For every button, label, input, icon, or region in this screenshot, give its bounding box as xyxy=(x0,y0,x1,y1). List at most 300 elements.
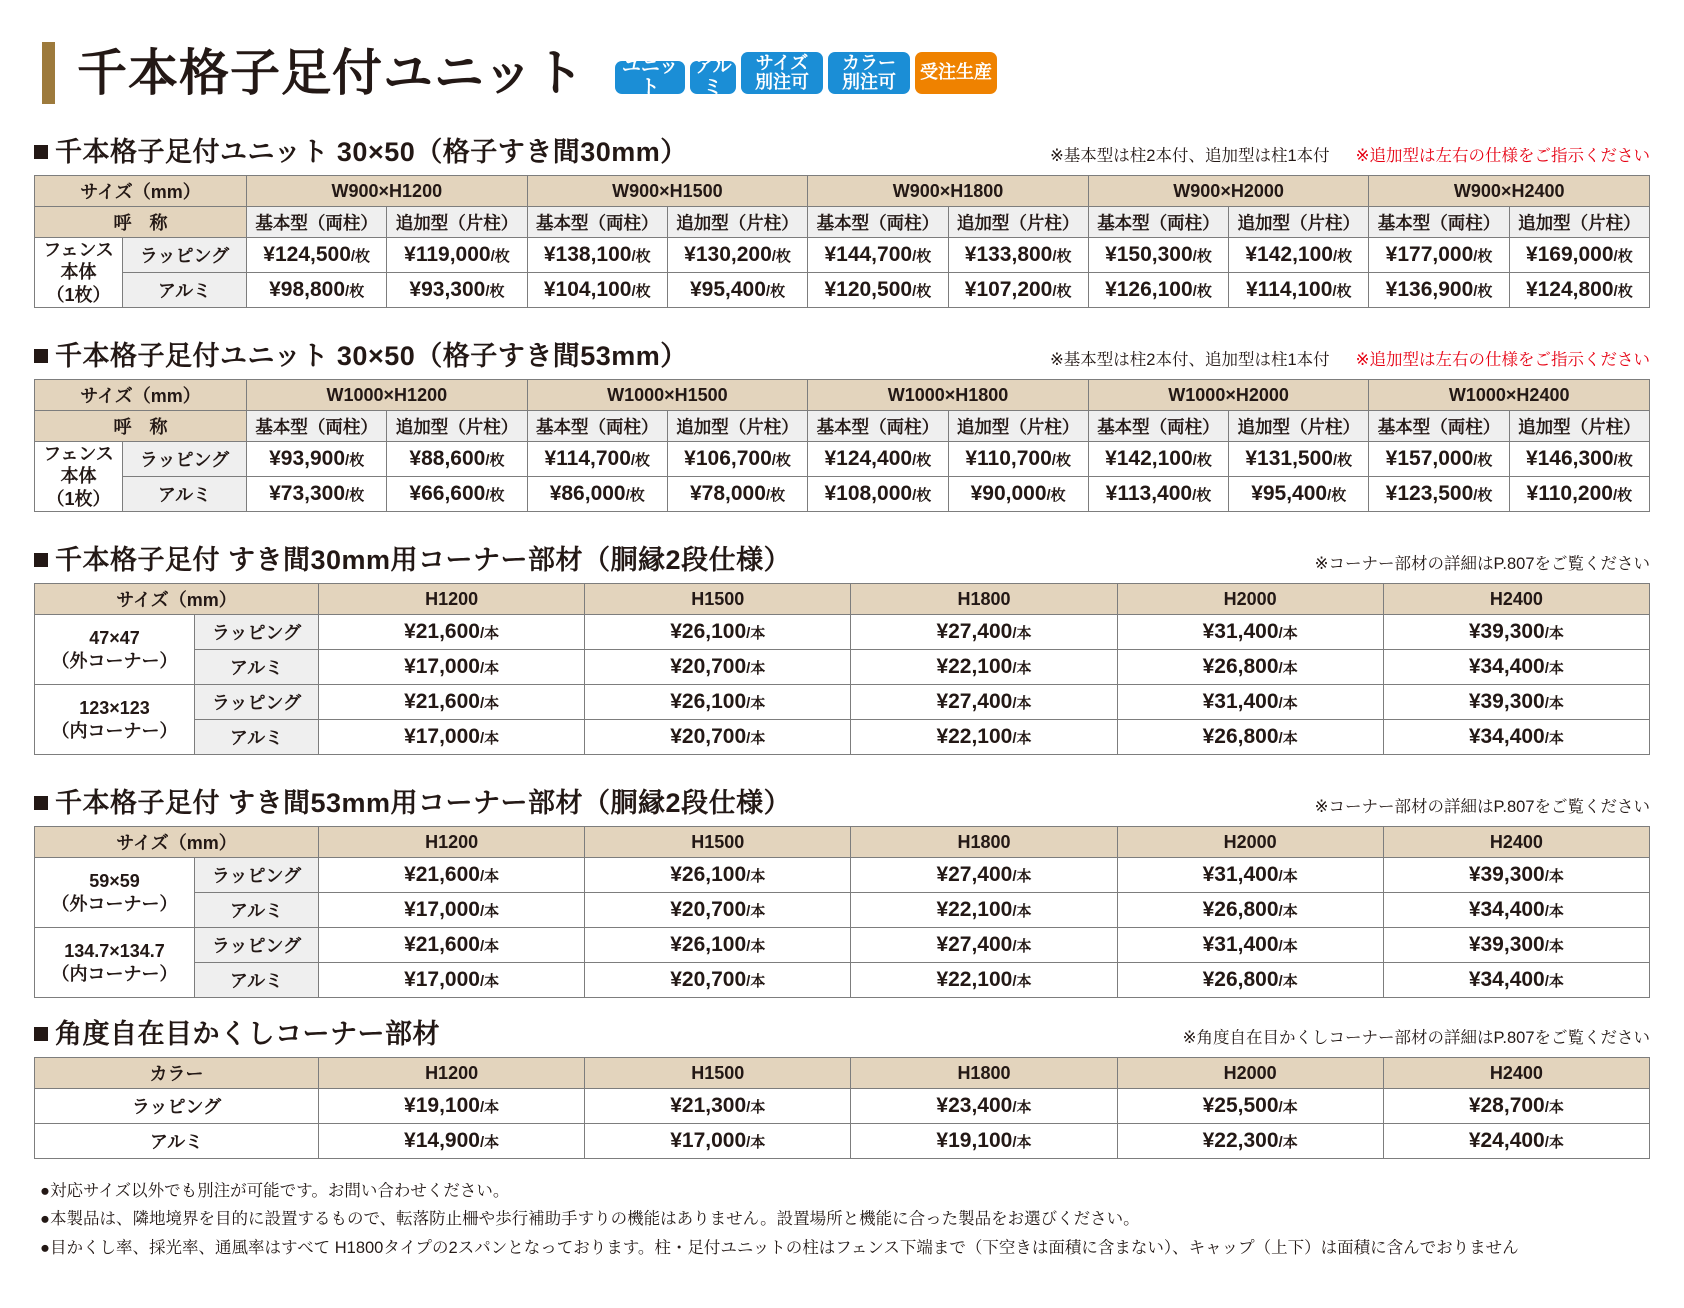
name-label: 呼 称 xyxy=(35,207,247,238)
price-cell xyxy=(1117,1124,1383,1159)
price-value: ¥90,000 xyxy=(970,482,1047,505)
table-header-row xyxy=(35,827,1650,858)
price-unit: /枚 xyxy=(1613,248,1633,265)
price-cell xyxy=(387,238,527,273)
price-value: ¥28,700 xyxy=(1468,1094,1545,1117)
price-cell xyxy=(1509,238,1649,273)
section-heading xyxy=(34,781,1650,820)
row-label-wrapping: ラッピング xyxy=(35,1089,319,1124)
badge-size-custom-line1: サイズ xyxy=(755,52,809,73)
table-row xyxy=(35,1124,1650,1159)
square-bullet-icon xyxy=(34,796,48,810)
price-value: ¥39,300 xyxy=(1468,863,1545,886)
type-basic-4: 基本型（両柱） xyxy=(1088,411,1228,442)
price-value: ¥27,400 xyxy=(936,933,1013,956)
price-unit: /枚 xyxy=(771,248,791,265)
price-unit: /本 xyxy=(479,1134,500,1151)
price-value: ¥110,700 xyxy=(965,447,1052,470)
section-heading xyxy=(34,1012,1650,1051)
price-unit: /枚 xyxy=(912,452,932,469)
badge-aluminum xyxy=(690,55,736,98)
section-title xyxy=(34,334,688,373)
price-unit: /本 xyxy=(746,868,766,885)
price-cell xyxy=(948,273,1088,308)
corner-group-size: 123×123 xyxy=(79,698,150,718)
table-row xyxy=(35,963,1650,998)
square-bullet-icon xyxy=(34,349,48,363)
price-value: ¥17,000 xyxy=(404,725,480,748)
row-group-line3: （1枚） xyxy=(46,488,111,509)
price-unit: /本 xyxy=(1278,660,1298,677)
price-unit: /本 xyxy=(1278,973,1298,990)
type-add-5: 追加型（片柱） xyxy=(1509,411,1649,442)
type-basic-1: 基本型（両柱） xyxy=(247,207,387,238)
price-unit: /枚 xyxy=(765,283,786,300)
type-add-2: 追加型（片柱） xyxy=(667,411,807,442)
price-cell xyxy=(808,273,948,308)
price-value: ¥31,400 xyxy=(1202,690,1279,713)
color-label: カラー xyxy=(35,1058,319,1089)
price-unit: /本 xyxy=(746,730,766,747)
price-cell xyxy=(1369,477,1509,512)
footnote-2: ●本製品は、隣地境界を目的に設置するもので、転落防止柵や歩行補助手すりの機能はありません。設置場所と機能に合った製品をお選びください。 xyxy=(40,1210,1140,1229)
footnote-1: ●対応サイズ以外でも別注が可能です。お問い合わせください。 xyxy=(40,1182,510,1200)
price-value: ¥126,100 xyxy=(1105,278,1193,301)
price-cell xyxy=(1383,685,1649,720)
price-cell xyxy=(948,238,1088,273)
type-basic-1: 基本型（両柱） xyxy=(247,411,387,442)
section-corner-30mm xyxy=(34,538,1650,755)
table-header-row xyxy=(35,584,1650,615)
price-cell xyxy=(387,442,527,477)
price-unit: /本 xyxy=(1278,868,1298,885)
price-value: ¥19,100 xyxy=(936,1129,1013,1152)
title-accent-bar xyxy=(42,42,55,104)
price-unit: /枚 xyxy=(912,248,932,265)
section-note-2: ※追加型は左右の仕様をご指示ください xyxy=(1355,351,1650,369)
price-value: ¥24,400 xyxy=(1468,1129,1545,1152)
price-value: ¥20,700 xyxy=(670,655,747,678)
price-unit: /本 xyxy=(1278,730,1298,747)
price-cell xyxy=(247,238,387,273)
price-value: ¥20,700 xyxy=(670,725,747,748)
type-add-3: 追加型（片柱） xyxy=(948,207,1088,238)
type-add-2: 追加型（片柱） xyxy=(667,207,807,238)
price-unit: /枚 xyxy=(1613,283,1633,300)
section-title xyxy=(34,1012,440,1051)
table-row xyxy=(35,928,1650,963)
price-cell xyxy=(1369,273,1509,308)
price-value: ¥130,200 xyxy=(684,243,772,266)
price-unit: /枚 xyxy=(485,452,505,469)
price-unit: /本 xyxy=(1278,695,1298,712)
table-row xyxy=(35,615,1650,650)
table-header-row xyxy=(35,1058,1650,1089)
size-col-2: W900×H1500 xyxy=(527,176,808,207)
row-label-aluminum: アルミ xyxy=(195,893,319,928)
price-value: ¥31,400 xyxy=(1202,933,1279,956)
row-label-aluminum: アルミ xyxy=(123,477,247,512)
price-unit: /本 xyxy=(1012,1099,1032,1116)
price-cell xyxy=(667,273,807,308)
price-unit: /枚 xyxy=(912,283,932,300)
corner-group-label xyxy=(35,928,195,998)
price-cell xyxy=(1117,963,1383,998)
price-value: ¥136,900 xyxy=(1385,278,1474,301)
price-cell xyxy=(948,477,1088,512)
price-cell xyxy=(1383,1124,1649,1159)
price-unit: /枚 xyxy=(490,248,510,265)
price-cell xyxy=(1383,615,1649,650)
price-cell xyxy=(1509,273,1649,308)
price-unit: /本 xyxy=(746,625,766,642)
price-unit: /本 xyxy=(1544,1099,1564,1116)
table-row xyxy=(35,442,1650,477)
price-value: ¥73,300 xyxy=(269,482,346,505)
section-angle-corner xyxy=(34,1012,1650,1159)
price-unit: /本 xyxy=(1278,625,1298,642)
price-unit: /枚 xyxy=(631,248,651,265)
price-value: ¥26,800 xyxy=(1202,655,1279,678)
price-unit: /本 xyxy=(746,973,766,990)
badge-aluminum-line1: アルミ xyxy=(694,55,732,98)
price-unit: /枚 xyxy=(1051,452,1071,469)
size-col-3: W900×H1800 xyxy=(808,176,1089,207)
price-cell xyxy=(585,928,851,963)
size-col-5: W900×H2400 xyxy=(1369,176,1650,207)
row-label-wrapping: ラッピング xyxy=(195,615,319,650)
price-value: ¥86,000 xyxy=(549,482,626,505)
badge-unit xyxy=(615,55,685,98)
table-row xyxy=(35,238,1650,273)
price-unit: /本 xyxy=(479,695,500,712)
price-value: ¥114,700 xyxy=(544,447,631,470)
price-unit: /本 xyxy=(1278,903,1298,920)
price-cell xyxy=(585,893,851,928)
price-cell xyxy=(319,893,585,928)
size-label: サイズ（mm） xyxy=(35,584,319,615)
price-value: ¥88,600 xyxy=(409,447,486,470)
price-unit: /本 xyxy=(1544,625,1564,642)
price-table-53mm xyxy=(34,379,1650,512)
price-unit: /枚 xyxy=(485,283,505,300)
square-bullet-icon xyxy=(34,145,48,159)
price-cell xyxy=(851,685,1117,720)
price-cell xyxy=(1229,238,1369,273)
corner-group-type: （内コーナー） xyxy=(51,720,178,741)
price-cell xyxy=(851,1124,1117,1159)
corner-group-size: 47×47 xyxy=(89,628,140,648)
table-row xyxy=(35,893,1650,928)
price-value: ¥142,100 xyxy=(1245,243,1333,266)
price-value: ¥22,100 xyxy=(936,655,1013,678)
price-unit: /本 xyxy=(746,938,766,955)
price-unit: /本 xyxy=(1544,868,1564,885)
price-cell xyxy=(585,858,851,893)
price-cell xyxy=(527,477,667,512)
price-unit: /枚 xyxy=(345,452,365,469)
corner-group-size: 134.7×134.7 xyxy=(64,941,165,961)
price-unit: /本 xyxy=(1544,695,1564,712)
price-value: ¥21,600 xyxy=(404,620,480,643)
type-basic-4: 基本型（両柱） xyxy=(1088,207,1228,238)
price-cell xyxy=(585,1124,851,1159)
price-value: ¥177,000 xyxy=(1385,243,1474,266)
price-value: ¥119,000 xyxy=(404,243,491,266)
table-row xyxy=(35,477,1650,512)
price-cell xyxy=(387,477,527,512)
price-unit: /本 xyxy=(746,1099,766,1116)
row-label-wrapping: ラッピング xyxy=(195,858,319,893)
price-unit: /本 xyxy=(1544,903,1564,920)
price-value: ¥150,300 xyxy=(1105,243,1193,266)
table-row xyxy=(35,720,1650,755)
type-basic-5: 基本型（両柱） xyxy=(1369,411,1509,442)
price-value: ¥133,800 xyxy=(964,243,1053,266)
price-unit: /枚 xyxy=(1327,487,1347,504)
price-unit: /本 xyxy=(1012,625,1032,642)
height-col-4: H2000 xyxy=(1117,827,1383,858)
type-basic-3: 基本型（両柱） xyxy=(808,207,948,238)
price-value: ¥107,200 xyxy=(964,278,1053,301)
price-cell xyxy=(1117,650,1383,685)
price-value: ¥26,100 xyxy=(670,620,747,643)
price-value: ¥17,000 xyxy=(404,898,480,921)
table-subheader-row xyxy=(35,207,1650,238)
type-add-3: 追加型（片柱） xyxy=(948,411,1088,442)
corner-group-type: （外コーナー） xyxy=(51,650,178,671)
price-cell xyxy=(247,477,387,512)
price-value: ¥110,200 xyxy=(1526,482,1613,505)
price-cell xyxy=(527,238,667,273)
price-cell xyxy=(1229,273,1369,308)
height-col-3: H1800 xyxy=(851,827,1117,858)
badge-color-custom-line2: 別注可 xyxy=(842,72,896,92)
price-unit: /本 xyxy=(746,903,766,920)
price-unit: /枚 xyxy=(1192,248,1212,265)
price-value: ¥26,100 xyxy=(670,690,747,713)
price-unit: /枚 xyxy=(1046,487,1066,504)
price-value: ¥78,000 xyxy=(690,482,766,505)
price-unit: /本 xyxy=(1012,660,1032,677)
row-group-label xyxy=(35,238,123,308)
price-unit: /枚 xyxy=(625,487,645,504)
price-cell xyxy=(527,273,667,308)
page-header xyxy=(34,0,1650,104)
price-unit: /本 xyxy=(1544,938,1564,955)
price-value: ¥124,500 xyxy=(263,243,351,266)
price-value: ¥21,600 xyxy=(404,690,480,713)
corner-group-size: 59×59 xyxy=(89,871,140,891)
price-cell xyxy=(667,238,807,273)
price-cell xyxy=(851,1089,1117,1124)
price-cell xyxy=(319,650,585,685)
table-header-row xyxy=(35,176,1650,207)
section-note: ※角度自在目かくしコーナー部材の詳細はP.807をご覧ください xyxy=(1182,1029,1650,1047)
section-title xyxy=(34,781,791,820)
price-cell xyxy=(667,442,807,477)
size-label: サイズ（mm） xyxy=(35,380,247,411)
square-bullet-icon xyxy=(34,1027,48,1041)
price-cell xyxy=(1369,238,1509,273)
row-group-label xyxy=(35,442,123,512)
price-cell xyxy=(1383,928,1649,963)
corner-group-type: （外コーナー） xyxy=(51,893,178,914)
price-cell xyxy=(1509,477,1649,512)
badge-size-custom xyxy=(741,52,823,94)
table-row xyxy=(35,650,1650,685)
price-value: ¥157,000 xyxy=(1385,447,1474,470)
height-col-4: H2000 xyxy=(1117,584,1383,615)
type-add-1: 追加型（片柱） xyxy=(387,207,527,238)
price-unit: /本 xyxy=(479,625,500,642)
section-title-text: 千本格子足付 すき間30mm用コーナー部材（胴縁2段仕様） xyxy=(55,545,792,575)
price-cell xyxy=(1509,442,1649,477)
price-cell xyxy=(319,615,585,650)
price-cell xyxy=(319,720,585,755)
price-value: ¥39,300 xyxy=(1468,933,1545,956)
price-cell xyxy=(1383,963,1649,998)
name-label: 呼 称 xyxy=(35,411,247,442)
price-value: ¥93,300 xyxy=(409,278,486,301)
row-group-line1: フェンス xyxy=(43,239,114,260)
price-unit: /本 xyxy=(1012,868,1032,885)
price-value: ¥98,800 xyxy=(269,278,346,301)
price-unit: /枚 xyxy=(765,487,786,504)
price-value: ¥26,800 xyxy=(1202,968,1279,991)
price-unit: /枚 xyxy=(631,283,651,300)
price-value: ¥20,700 xyxy=(670,968,747,991)
price-value: ¥27,400 xyxy=(936,690,1013,713)
price-table-30mm xyxy=(34,175,1650,308)
price-value: ¥20,700 xyxy=(670,898,747,921)
price-cell xyxy=(1088,238,1228,273)
price-value: ¥146,300 xyxy=(1525,447,1614,470)
price-cell xyxy=(319,928,585,963)
price-value: ¥21,600 xyxy=(404,863,480,886)
price-cell xyxy=(1383,720,1649,755)
price-cell xyxy=(851,893,1117,928)
table-header-row xyxy=(35,380,1650,411)
row-label-wrapping: ラッピング xyxy=(195,685,319,720)
price-unit: /本 xyxy=(1278,1134,1298,1151)
price-unit: /枚 xyxy=(1473,283,1493,300)
price-unit: /本 xyxy=(479,660,500,677)
angle-corner-table xyxy=(34,1057,1650,1159)
type-add-1: 追加型（片柱） xyxy=(387,411,527,442)
price-unit: /枚 xyxy=(350,248,371,265)
corner-group-label xyxy=(35,685,195,755)
price-cell xyxy=(585,720,851,755)
price-value: ¥17,000 xyxy=(404,968,480,991)
price-cell xyxy=(1369,442,1509,477)
height-col-5: H2400 xyxy=(1383,1058,1649,1089)
price-value: ¥23,400 xyxy=(936,1094,1013,1117)
price-cell xyxy=(1383,858,1649,893)
price-unit: /本 xyxy=(479,868,500,885)
footnotes xyxy=(34,1177,1650,1262)
type-basic-2: 基本型（両柱） xyxy=(527,207,667,238)
height-col-2: H1500 xyxy=(585,1058,851,1089)
price-value: ¥39,300 xyxy=(1468,690,1545,713)
price-value: ¥25,500 xyxy=(1202,1094,1279,1117)
height-col-3: H1800 xyxy=(851,584,1117,615)
price-value: ¥22,100 xyxy=(936,725,1013,748)
badge-made-to-order-line1: 受注生産 xyxy=(920,62,992,83)
price-value: ¥21,300 xyxy=(670,1094,747,1117)
section-notes xyxy=(1315,793,1650,820)
price-cell xyxy=(247,273,387,308)
price-value: ¥169,000 xyxy=(1525,243,1614,266)
price-cell xyxy=(1117,858,1383,893)
price-value: ¥95,400 xyxy=(1251,482,1328,505)
section-title xyxy=(34,130,688,169)
price-unit: /枚 xyxy=(1612,487,1633,504)
price-value: ¥142,100 xyxy=(1105,447,1193,470)
price-unit: /本 xyxy=(746,1134,766,1151)
row-label-aluminum: アルミ xyxy=(35,1124,319,1159)
price-value: ¥31,400 xyxy=(1202,863,1279,886)
price-unit: /本 xyxy=(1012,973,1032,990)
price-unit: /本 xyxy=(1544,1134,1564,1151)
section-title-text: 角度自在目かくしコーナー部材 xyxy=(55,1019,440,1049)
section-notes xyxy=(1315,550,1650,577)
price-value: ¥93,900 xyxy=(269,447,346,470)
badge-color-custom xyxy=(828,52,910,94)
price-unit: /本 xyxy=(1012,1134,1032,1151)
badge-made-to-order xyxy=(915,52,997,94)
price-unit: /本 xyxy=(746,660,766,677)
section-corner-53mm xyxy=(34,781,1650,998)
row-label-wrapping: ラッピング xyxy=(123,238,247,273)
price-value: ¥17,000 xyxy=(670,1129,747,1152)
corner-table-53mm xyxy=(34,826,1650,998)
price-unit: /本 xyxy=(746,695,766,712)
price-unit: /本 xyxy=(1012,730,1032,747)
price-unit: /本 xyxy=(1544,973,1564,990)
badge-unit-line1: ユニット xyxy=(621,55,679,98)
height-col-1: H1200 xyxy=(319,827,585,858)
price-cell xyxy=(808,238,948,273)
price-cell xyxy=(851,720,1117,755)
price-unit: /枚 xyxy=(771,452,791,469)
badge-group xyxy=(615,52,997,98)
type-basic-5: 基本型（両柱） xyxy=(1369,207,1509,238)
section-note: ※コーナー部材の詳細はP.807をご覧ください xyxy=(1314,798,1650,816)
size-col-4: W1000×H2000 xyxy=(1088,380,1369,411)
price-value: ¥124,400 xyxy=(824,447,913,470)
price-unit: /本 xyxy=(1544,730,1564,747)
price-cell xyxy=(1229,477,1369,512)
price-value: ¥34,400 xyxy=(1468,968,1545,991)
size-label: サイズ（mm） xyxy=(35,176,247,207)
section-unit-30mm xyxy=(34,130,1650,308)
row-label-aluminum: アルミ xyxy=(195,720,319,755)
price-cell xyxy=(585,963,851,998)
table-row xyxy=(35,1089,1650,1124)
section-note-1: ※基本型は柱2本付、追加型は柱1本付 xyxy=(1049,147,1330,165)
height-col-1: H1200 xyxy=(319,1058,585,1089)
price-unit: /本 xyxy=(479,730,500,747)
badge-size-custom-line2: 別注可 xyxy=(755,72,809,92)
corner-group-label xyxy=(35,858,195,928)
price-cell xyxy=(585,650,851,685)
section-heading xyxy=(34,130,1650,169)
section-notes xyxy=(1183,1024,1650,1051)
price-cell xyxy=(808,442,948,477)
price-cell xyxy=(1229,442,1369,477)
price-unit: /本 xyxy=(1278,938,1298,955)
